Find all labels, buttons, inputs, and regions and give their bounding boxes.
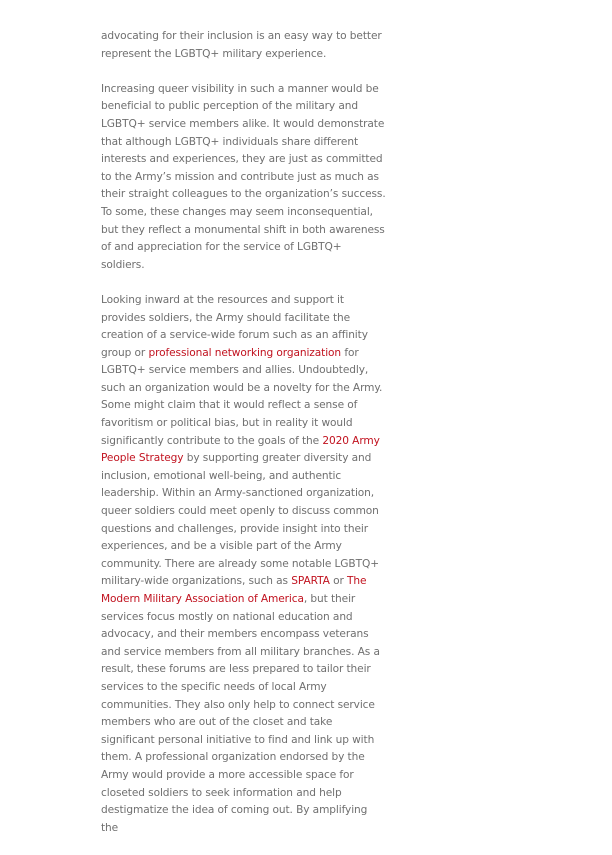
paragraph-1 <box>101 28 386 63</box>
article-body <box>101 28 386 855</box>
modern-military-association-link[interactable]: The Modern Military Association of America <box>101 575 367 605</box>
professional-networking-link[interactable]: professional networking organization <box>148 346 342 359</box>
paragraph-text: or <box>329 575 347 588</box>
paragraph-text: advocating for their inclusion is an easy way to better represent the LGBTQ+ military experience. <box>101 30 382 60</box>
paragraph-text: by supporting greater diversity and inclusion, emotional well-being, and authentic leadership. Within an Army-sanctioned organization, queer soldiers could meet openly to discuss common questions and challenges, provide insight into their experiences, and be a visible part of the Army community. There are already some notable LGBTQ+ military-wide organizations, such as <box>101 452 379 588</box>
paragraph-text: Increasing queer visibility in such a manner would be beneficial to public perception of the military and LGBTQ+ service members alike. It would demonstrate that although LGBTQ+ individuals share different interests and experiences, they are just as committed to the Army’s mission and contribute just as much as their straight colleagues to the organization’s success. To some, these changes may seem inconsequential, but they reflect a monumental shift in both awareness of and appreciation for the service of LGBTQ+ soldiers. <box>101 82 386 271</box>
sparta-link[interactable]: SPARTA <box>291 575 330 588</box>
paragraph-2 <box>101 81 386 275</box>
paragraph-3 <box>101 292 386 837</box>
paragraph-text: , but their services focus mostly on national education and advocacy, and their members encompass veterans and service members from all military branches. As a result, these forums are less prepared to tailor their services to the specific needs of local Army communities. They also only help to connect service members who are out of the closet and take significant personal initiative to find and link up with them. A professional organization endorsed by the Army would provide a more accessible space for closeted soldiers to seek information and help destigmatize the idea of coming out. By amplifying the <box>101 593 380 834</box>
paragraph-text: for LGBTQ+ service members and allies. Undoubtedly, such an organization would be a novelty for the Army. Some might claim that it would reflect a sense of favoritism or political bias, but in reality it would significantly contribute to the goals of the <box>101 346 383 447</box>
army-people-strategy-link[interactable]: 2020 Army People Strategy <box>101 434 380 465</box>
paragraph-text: Looking inward at the resources and support it provides soldiers, the Army should facilitate the creation of a service-wide forum such as an affinity group or <box>101 293 368 359</box>
